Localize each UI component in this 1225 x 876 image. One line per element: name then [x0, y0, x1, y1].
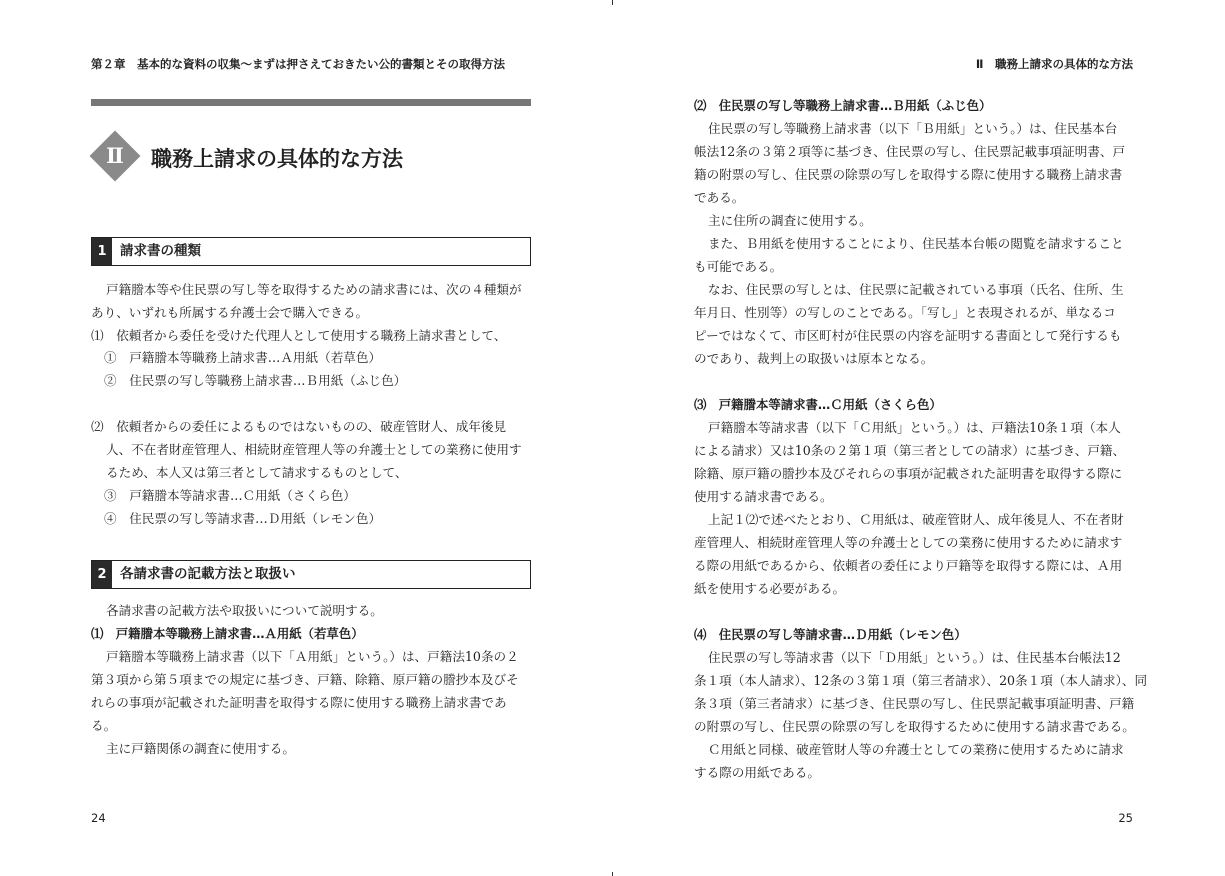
list-item: ② 住民票の写し等職務上請求書…Ｂ用紙（ふじ色）	[104, 373, 407, 388]
subsection-heading: ⑴ 戸籍謄本等職務上請求書…Ａ用紙（若草色）	[91, 626, 364, 641]
text-line: あり、いずれも所属する弁護士会で購入できる。	[91, 305, 369, 320]
text-line: 紙を使用する必要がある。	[694, 581, 846, 596]
text-line: 籍の附票の写し、住民票の除票の写しを取得する際に使用する職務上請求書	[694, 167, 1123, 182]
text-line: 条３項（第三者請求）に基づき、住民票の写し、住民票記載事項証明書、戸籍	[694, 696, 1135, 711]
text-line: 年月日、性別等）の写しのことである。「写し」と表現されるが、単なるコ	[694, 305, 1116, 320]
text-line: 住民票の写し等職務上請求書（以下「Ｂ用紙」という。）は、住民基本台	[708, 121, 1118, 136]
text-line: る。	[91, 718, 117, 733]
text-line: 除籍、原戸籍の謄抄本及びそれらの事項が記載された証明書を取得する際に	[694, 466, 1123, 481]
text-line: る際の用紙であるから、依頼者の委任により戸籍等を取得する際には、Ａ用	[694, 558, 1123, 573]
text-line: する際の用紙である。	[694, 765, 820, 780]
text-line: 人、不在者財産管理人、相続財産管理人等の弁護士としての業務に使用す	[106, 442, 522, 457]
chapter-rule	[91, 99, 531, 106]
section-heading-2	[91, 560, 531, 589]
text-line: 上記１⑵で述べたとおり、Ｃ用紙は、破産管財人、成年後見人、不在者財	[708, 512, 1124, 527]
text-line: 住民票の写し等請求書（以下「Ｄ用紙」という。）は、住民基本台帳法12	[708, 650, 1121, 665]
running-head-left: 第２章 基本的な資料の収集〜まずは押さえておきたい公的書類とその取得方法	[91, 57, 505, 71]
text-line: 各請求書の記載方法や取扱いについて説明する。	[106, 603, 383, 618]
left-page	[0, 0, 612, 876]
text-line: ⑵ 依頼者からの委任によるものではないものの、破産管財人、成年後見	[91, 419, 507, 434]
text-line: 戸籍謄本等請求書（以下「Ｃ用紙」という。）は、戸籍法10条１項（本人	[708, 420, 1121, 435]
text-line: である。	[694, 190, 745, 205]
text-line: 使用する請求書である。	[694, 489, 833, 504]
page-number-left: 24	[91, 811, 106, 825]
text-line: 条１項（本人請求）、12条の３第１項（第三者請求）、20条１項（本人請求）、同	[694, 673, 1148, 688]
subsection-heading: ⑶ 戸籍謄本等請求書…Ｃ用紙（さくら色）	[694, 397, 942, 412]
list-item: ④ 住民票の写し等請求書…Ｄ用紙（レモン色）	[104, 511, 382, 526]
text-line: なお、住民票の写しとは、住民票に記載されている事項（氏名、住所、生	[708, 282, 1124, 297]
subsection-heading: ⑷ 住民票の写し等請求書…Ｄ用紙（レモン色）	[694, 627, 967, 642]
running-head-right: Ⅱ 職務上請求の具体的な方法	[975, 57, 1133, 71]
text-line: 主に住所の調査に使用する。	[708, 213, 872, 228]
section-number: 1	[92, 238, 112, 265]
section-number: 2	[92, 561, 112, 588]
page-number-right: 25	[1118, 811, 1133, 825]
chapter-title: 職務上請求の具体的な方法	[151, 147, 403, 171]
text-line: も可能である。	[694, 259, 783, 274]
text-line: れらの事項が記載された証明書を取得する際に使用する職務上請求書であ	[91, 695, 507, 710]
chapter-mark: Ⅱ	[106, 143, 124, 168]
text-line: Ｃ用紙と同様、破産管財人等の弁護士としての業務に使用するために請求	[708, 742, 1124, 757]
list-item: ① 戸籍謄本等職務上請求書…Ａ用紙（若草色）	[104, 350, 382, 365]
right-page	[612, 0, 1225, 876]
text-line: の附票の写し、住民票の除票の写しを取得するために使用する請求書である。	[694, 719, 1135, 734]
text-line: 戸籍謄本等職務上請求書（以下「Ａ用紙」という。）は、戸籍法10条の２	[106, 649, 519, 664]
section-title: 請求書の種類	[120, 243, 201, 259]
text-line: 主に戸籍関係の調査に使用する。	[106, 741, 295, 756]
text-line: ⑴ 依頼者から委任を受けた代理人として使用する職務上請求書として、	[91, 328, 507, 343]
text-line: るため、本人又は第三者として請求するものとして、	[106, 465, 408, 480]
text-line: 戸籍謄本等や住民票の写し等を取得するための請求書には、次の４種類が	[106, 282, 522, 297]
list-item: ③ 戸籍謄本等請求書…Ｃ用紙（さくら色）	[104, 488, 356, 503]
text-line: また、Ｂ用紙を使用することにより、住民基本台帳の閲覧を請求すること	[708, 236, 1124, 251]
section-title: 各請求書の記載方法と取扱い	[120, 566, 296, 582]
text-line: による請求）又は10条の２第１項（第三者としての請求）に基づき、戸籍、	[694, 443, 1126, 458]
text-line: ピーではなくて、市区町村が住民票の内容を証明する書面として発行するも	[694, 328, 1122, 343]
text-line: 第３項から第５項までの規定に基づき、戸籍、除籍、原戸籍の謄抄本及びそ	[91, 672, 519, 687]
text-line: 帳法12条の３第２項等に基づき、住民票の写し、住民票記載事項証明書、戸	[694, 144, 1126, 159]
subsection-heading: ⑵ 住民票の写し等職務上請求書…Ｂ用紙（ふじ色）	[694, 98, 992, 113]
text-line: 産管理人、相続財産管理人等の弁護士としての業務に使用するために請求す	[694, 535, 1123, 550]
section-heading-1	[91, 237, 531, 266]
text-line: のであり、裁判上の取扱いは原本となる。	[694, 351, 934, 366]
